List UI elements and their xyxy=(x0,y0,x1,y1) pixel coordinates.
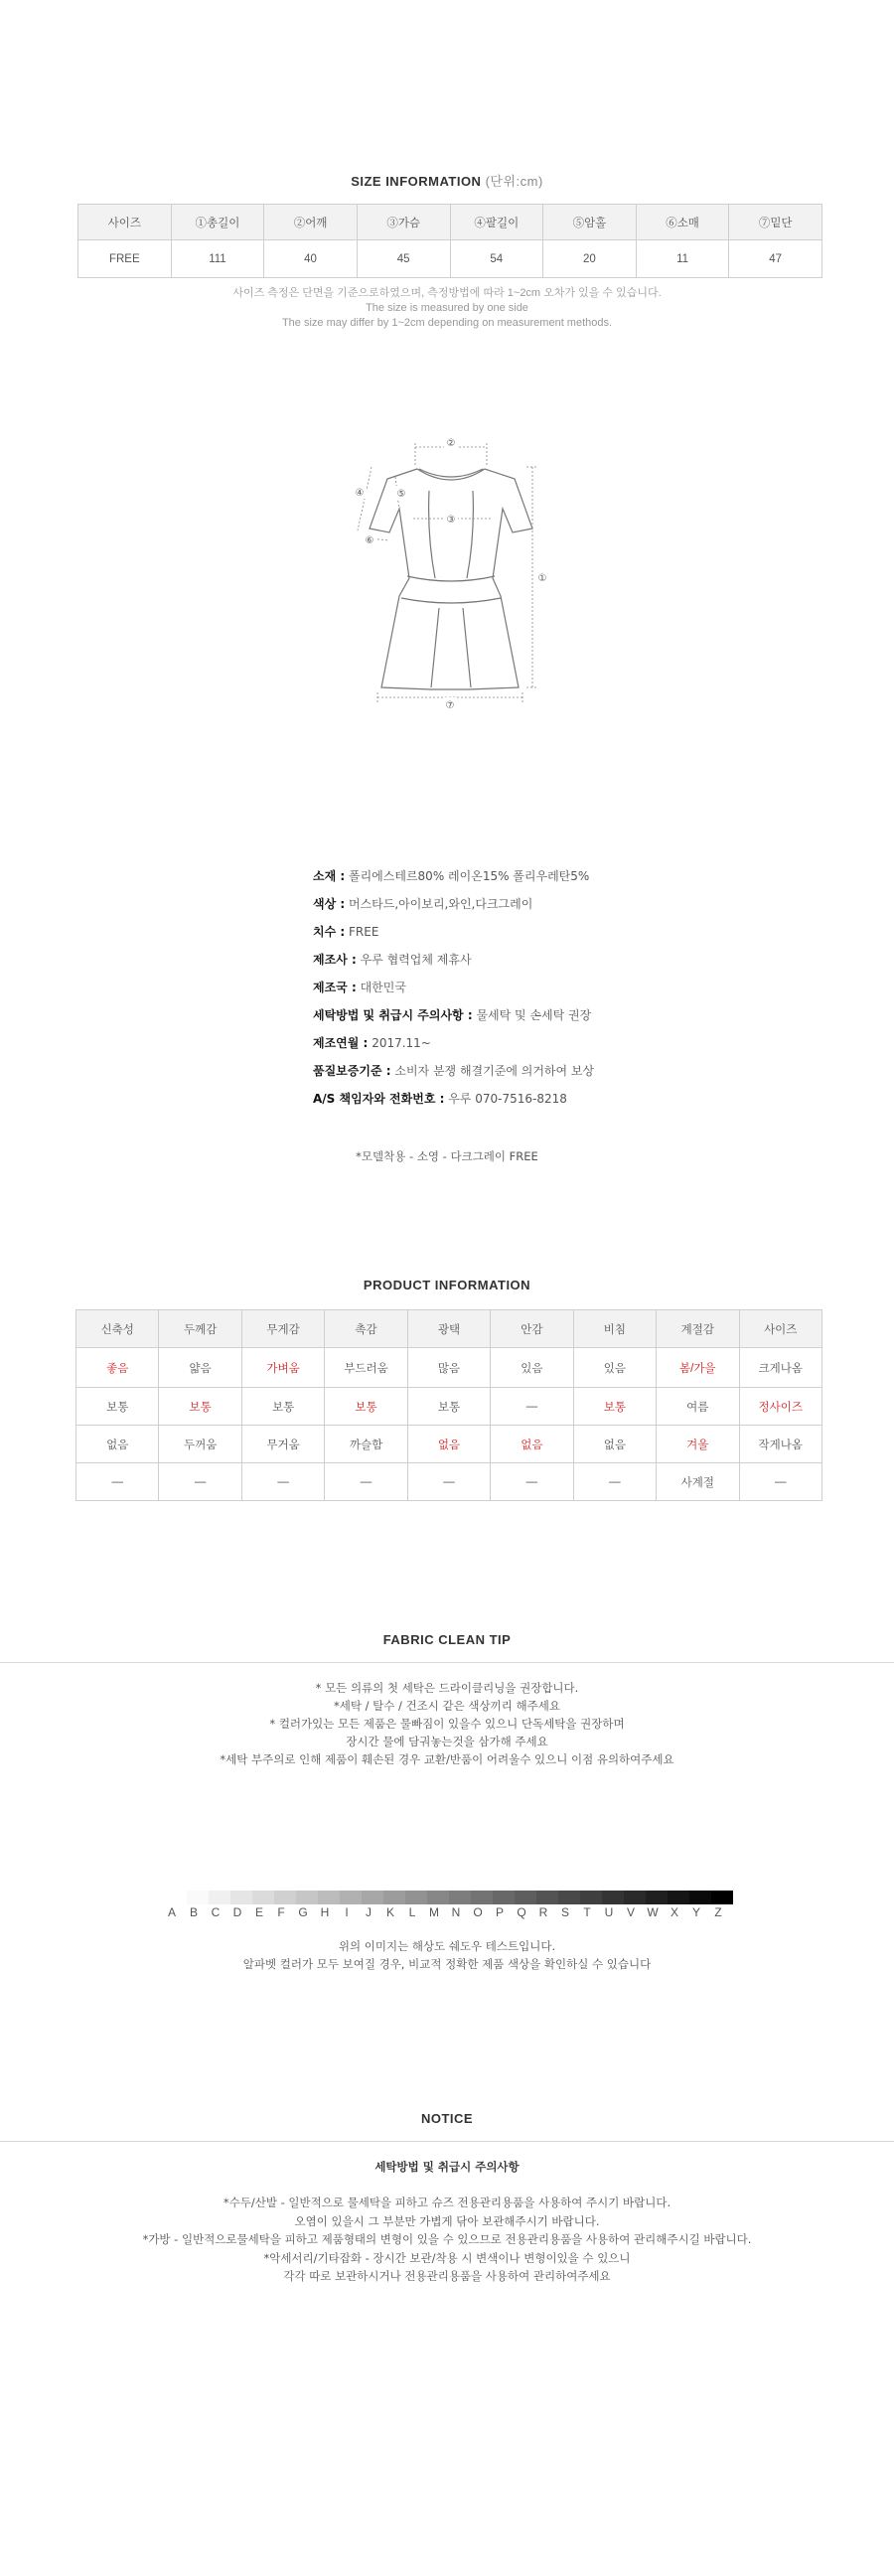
grayscale-letter: F xyxy=(277,1905,285,1919)
grayscale-swatch xyxy=(252,1891,274,1904)
grayscale-letter: U xyxy=(604,1905,614,1919)
product-cell: 부드러움 xyxy=(325,1348,407,1388)
product-cell: 여름 xyxy=(657,1388,739,1426)
product-info-row xyxy=(76,1388,822,1426)
product-header: 신축성 xyxy=(76,1310,159,1348)
grayscale-letter: P xyxy=(495,1905,504,1919)
divider xyxy=(0,2141,894,2142)
size-cell: 111 xyxy=(171,240,264,278)
product-cell: 사계절 xyxy=(657,1463,739,1501)
grayscale-swatch xyxy=(362,1891,383,1904)
grayscale-letter: H xyxy=(320,1905,330,1919)
label-chest: ③ xyxy=(446,515,456,526)
grayscale-swatch xyxy=(536,1891,558,1904)
grayscale-letter: X xyxy=(670,1905,678,1919)
grayscale-swatch xyxy=(209,1891,230,1904)
size-cell: 54 xyxy=(450,240,543,278)
product-cell: 많음 xyxy=(407,1348,490,1388)
grayscale-letter: B xyxy=(189,1905,198,1919)
grayscale-letter: K xyxy=(385,1905,394,1919)
grayscale-letter: M xyxy=(429,1905,439,1919)
spec-row: 세탁방법 및 취급시 주의사항 : 물세탁 및 손세탁 권장 xyxy=(313,1008,592,1022)
grayscale-swatch xyxy=(711,1891,733,1904)
grayscale-letter: Y xyxy=(691,1905,700,1919)
size-table-header xyxy=(78,205,822,240)
product-cell: 작게나옴 xyxy=(739,1426,822,1463)
dress-measurement-diagram xyxy=(348,427,556,725)
product-cell: 없음 xyxy=(76,1426,159,1463)
grayscale-letter: W xyxy=(647,1905,659,1919)
notice-subtitle: 세탁방법 및 취급시 주의사항 xyxy=(374,2160,520,2174)
grayscale-swatch xyxy=(230,1891,252,1904)
product-cell: — xyxy=(491,1388,573,1426)
size-header: ⑤암홀 xyxy=(543,205,637,240)
spec-row: 제조국 : 대한민국 xyxy=(313,981,406,994)
product-cell: 보통 xyxy=(407,1388,490,1426)
product-cell: 겨울 xyxy=(657,1426,739,1463)
grayscale-swatch xyxy=(318,1891,340,1904)
grayscale-swatch xyxy=(580,1891,602,1904)
grayscale-swatch xyxy=(471,1891,493,1904)
label-sleeve-length: ④ xyxy=(355,488,365,499)
product-info-header xyxy=(76,1310,822,1348)
size-cell: 40 xyxy=(264,240,358,278)
product-cell: 보통 xyxy=(76,1388,159,1426)
fabric-tip-title: FABRIC CLEAN TIP xyxy=(382,1632,512,1647)
notice-text: *수두/산발 - 일반적으로 물세탁을 피하고 슈즈 전용관리용품을 사용하여 주시기 바랍니다. 오염이 있을시 그 부분만 가볍게 닦아 보관해주시기 바랍니다. *가방 - 일반적으로물세탁을 피하고 제품형태의 변형이 있을 수 있으므로 전용관리용품을 사용하여 관리해주시길 바랍니다. *악세서리/기타잡화 - 장시간 보관/착용 시 변색이나 변형이있을 수 있으니 각각 따로 보관하시거나 전용관리용품을 사용하여 관리하여주세요 xyxy=(142,2196,752,2283)
spec-row: 치수 : FREE xyxy=(313,925,379,939)
grayscale-letter: I xyxy=(345,1905,349,1919)
grayscale-letter: L xyxy=(408,1905,416,1919)
grayscale-letter: C xyxy=(211,1905,221,1919)
product-cell: 없음 xyxy=(491,1426,573,1463)
product-cell: 좋음 xyxy=(76,1348,159,1388)
product-cell: 얇음 xyxy=(159,1348,241,1388)
product-info-table xyxy=(75,1309,822,1501)
size-cell: 45 xyxy=(357,240,450,278)
product-cell: — xyxy=(159,1463,241,1501)
grayscale-swatch xyxy=(383,1891,405,1904)
product-cell: 보통 xyxy=(241,1388,324,1426)
spec-row: 제조연월 : 2017.11~ xyxy=(313,1036,431,1050)
product-cell: 없음 xyxy=(573,1426,656,1463)
product-cell: 두꺼움 xyxy=(159,1426,241,1463)
product-cell: — xyxy=(325,1463,407,1501)
size-header: ③가슴 xyxy=(357,205,450,240)
size-table-row xyxy=(78,240,822,278)
notice-title: NOTICE xyxy=(420,2111,474,2126)
grayscale-letter: J xyxy=(366,1905,372,1919)
grayscale-letter: Q xyxy=(517,1905,526,1919)
product-header: 계절감 xyxy=(657,1310,739,1348)
spec-row: 제조사 : 우루 협력업체 제휴사 xyxy=(313,953,472,967)
grayscale-swatch xyxy=(689,1891,711,1904)
grayscale-swatch xyxy=(646,1891,668,1904)
size-header: ⑥소매 xyxy=(636,205,729,240)
fabric-tip-text: * 모든 의류의 첫 세탁은 드라이클리닝을 권장합니다. *세탁 / 탈수 / 건조시 같은 색상끼리 해주세요 * 컬러가있는 모든 제품은 물빠짐이 있을수 있으니 단독세탁을 권장하며 장시간 물에 담궈놓는것을 삼가해 주세요 *세탁 부주의로 인해 제품이 훼손된 경우 교환/반품이 어려울수 있으니 이점 유의하여주세요 xyxy=(220,1681,674,1766)
product-cell: 보통 xyxy=(573,1388,656,1426)
product-cell: 까슬함 xyxy=(325,1426,407,1463)
product-cell: 있음 xyxy=(491,1348,573,1388)
grayscale-letter: A xyxy=(167,1905,176,1919)
label-total-length: ① xyxy=(537,573,547,584)
size-notes: 사이즈 측정은 단면을 기준으로하였으며, 측정방법에 따라 1~2cm 오차가 있을 수 있습니다. The size is measured by one side The size may differ by 1~2cm depending on measurement methods. xyxy=(232,287,662,329)
product-header: 두께감 xyxy=(159,1310,241,1348)
grayscale-letter: N xyxy=(451,1905,461,1919)
product-cell: — xyxy=(491,1463,573,1501)
grayscale-letter: V xyxy=(626,1905,635,1919)
product-cell: 봄/가을 xyxy=(657,1348,739,1388)
grayscale-swatch xyxy=(405,1891,427,1904)
size-header: ⑦밑단 xyxy=(729,205,822,240)
grayscale-letter: G xyxy=(298,1905,308,1919)
product-info-row xyxy=(76,1463,822,1501)
grayscale-swatch xyxy=(296,1891,318,1904)
grayscale-letter: O xyxy=(473,1905,483,1919)
spec-row: 색상 : 머스타드,아이보리,와인,다크그레이 xyxy=(313,897,533,911)
grayscale-bar xyxy=(187,1891,733,1904)
model-note: *모델착용 - 소영 - 다크그레이 FREE xyxy=(356,1149,538,1163)
grayscale-swatch xyxy=(624,1891,646,1904)
product-cell: 가벼움 xyxy=(241,1348,324,1388)
grayscale-notes: 위의 이미지는 해상도 쉐도우 테스트입니다. 알파벳 컬러가 모두 보여질 경우, 비교적 정확한 제품 색상을 확인하실 수 있습니다 xyxy=(242,1939,652,1971)
product-cell: — xyxy=(76,1463,159,1501)
product-cell: — xyxy=(241,1463,324,1501)
product-cell: 크게나옴 xyxy=(739,1348,822,1388)
product-cell: — xyxy=(407,1463,490,1501)
size-cell: FREE xyxy=(78,240,172,278)
spec-row: 품질보증기준 : 소비자 분쟁 해결기준에 의거하여 보상 xyxy=(313,1064,595,1078)
grayscale-swatch xyxy=(427,1891,449,1904)
product-cell: — xyxy=(739,1463,822,1501)
grayscale-swatch xyxy=(449,1891,471,1904)
product-header: 촉감 xyxy=(325,1310,407,1348)
product-header: 광택 xyxy=(407,1310,490,1348)
grayscale-letter: D xyxy=(232,1905,242,1919)
grayscale-letter: E xyxy=(254,1905,263,1919)
label-hem: ⑦ xyxy=(445,700,455,711)
grayscale-swatch xyxy=(602,1891,624,1904)
grayscale-swatch xyxy=(558,1891,580,1904)
grayscale-swatch xyxy=(493,1891,515,1904)
size-info-title: SIZE INFORMATION (단위:cm) xyxy=(351,174,543,189)
grayscale-letter: S xyxy=(560,1905,569,1919)
product-cell: 없음 xyxy=(407,1426,490,1463)
product-header: 비침 xyxy=(573,1310,656,1348)
grayscale-swatch xyxy=(340,1891,362,1904)
divider xyxy=(0,1662,894,1663)
size-header: ②어깨 xyxy=(264,205,358,240)
grayscale-swatch xyxy=(515,1891,536,1904)
product-header: 무게감 xyxy=(241,1310,324,1348)
grayscale-letter: T xyxy=(583,1905,591,1919)
grayscale-letters xyxy=(161,1905,729,1919)
grayscale-swatch xyxy=(187,1891,209,1904)
size-cell: 20 xyxy=(543,240,637,278)
size-header: 사이즈 xyxy=(78,205,172,240)
product-header: 안감 xyxy=(491,1310,573,1348)
grayscale-letter: Z xyxy=(714,1905,722,1919)
product-info-title: PRODUCT INFORMATION xyxy=(363,1278,531,1292)
grayscale-swatch xyxy=(668,1891,689,1904)
spec-row: A/S 책임자와 전화번호 : 우루 070-7516-8218 xyxy=(313,1092,567,1106)
size-header: ④팔길이 xyxy=(450,205,543,240)
product-cell: 무거움 xyxy=(241,1426,324,1463)
label-armhole: ⑤ xyxy=(396,489,406,500)
product-cell: 보통 xyxy=(325,1388,407,1426)
product-cell: — xyxy=(573,1463,656,1501)
spec-list xyxy=(313,862,594,1113)
product-cell: 정사이즈 xyxy=(739,1388,822,1426)
size-table xyxy=(77,204,822,278)
grayscale-swatch xyxy=(274,1891,296,1904)
size-cell: 47 xyxy=(729,240,822,278)
size-cell: 11 xyxy=(636,240,729,278)
size-header: ①총길이 xyxy=(171,205,264,240)
product-info-row xyxy=(76,1426,822,1463)
product-info-row xyxy=(76,1348,822,1388)
label-shoulder: ② xyxy=(446,438,456,449)
spec-row: 소재 : 폴리에스테르80% 레이온15% 폴리우레탄5% xyxy=(313,869,590,883)
label-sleeve: ⑥ xyxy=(365,535,374,546)
product-header: 사이즈 xyxy=(739,1310,822,1348)
product-cell: 보통 xyxy=(159,1388,241,1426)
grayscale-letter: R xyxy=(538,1905,548,1919)
product-cell: 있음 xyxy=(573,1348,656,1388)
